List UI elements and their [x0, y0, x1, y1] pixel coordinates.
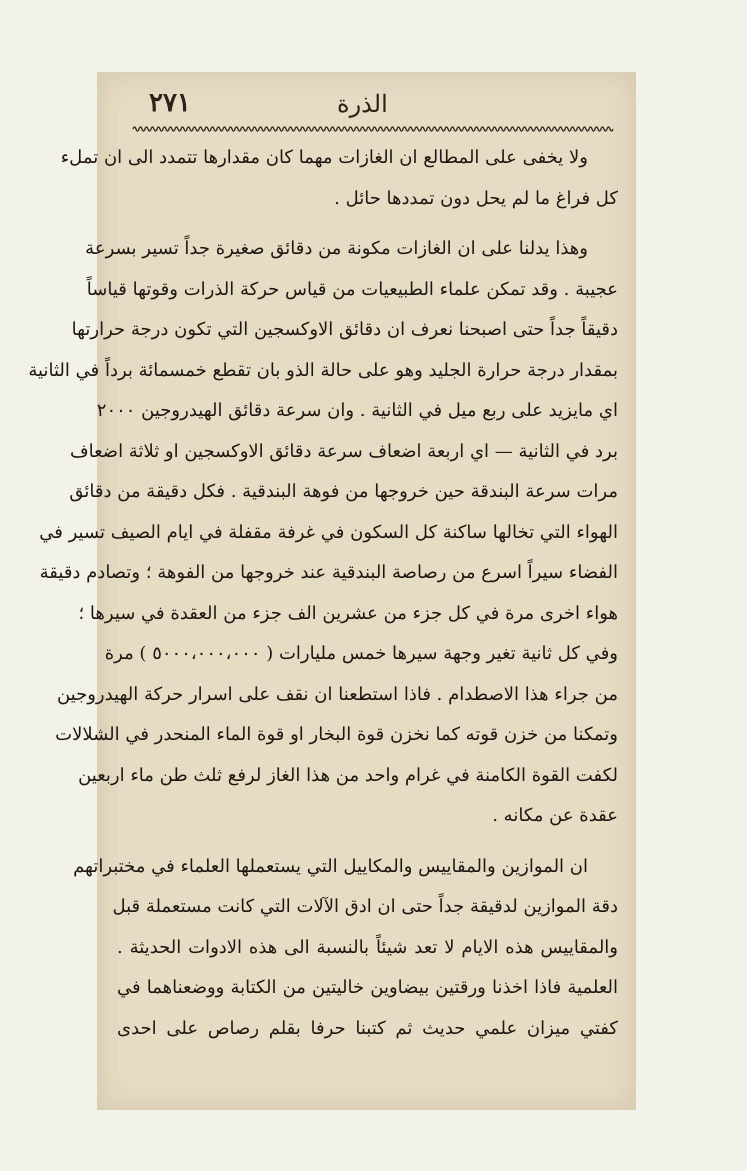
text-line: وفي كل ثانية تغير وجهة سيرها خمس مليارات ( ٥٠٠٠،٠٠٠،٠٠٠ ) مرة: [104, 643, 618, 664]
text-line: بمقدار درجة حرارة الجليد وهو على حالة الذو بان تقطع خمسمائة برداً في الثانية: [28, 359, 618, 381]
page-header: [97, 86, 636, 126]
text-line: هواء اخرى مرة في كل جزء من عشرين الف جزء من العقدة في سيرها ؛: [78, 602, 618, 624]
text-line: ان الموازين والمقاييس والمكاييل التي يستعملها العلماء في مختبراتهم: [73, 855, 588, 877]
text-line: والمقاييس هذه الايام لا تعد شيئاً بالنسبة الى هذه الادوات الحديثة .: [117, 936, 618, 958]
wavy-divider: [133, 124, 609, 134]
text-line: اي مايزيد على ربع ميل في الثانية . وان سرعة دقائق الهيدروجين ٢٠٠٠: [96, 400, 618, 421]
text-line: لكفت القوة الكامنة في غرام واحد من هذا الغاز لرفع ثلث طن ماء اربعين: [78, 764, 618, 786]
text-line: برد في الثانية — اي اربعة اضعاف سرعة دقائق الاوكسجين او ثلاثة اضعاف: [69, 440, 618, 462]
text-line: مرات سرعة البندقة حين خروجها من فوهة البندقية . فكل دقيقة من دقائق: [69, 481, 618, 502]
text-line: وتمكنا من خزن قوته كما نخزن قوة البخار او قوة الماء المنحدر في الشلالات: [55, 724, 618, 745]
scanned-book-page: [28, 72, 636, 1110]
running-title: الذرة: [337, 90, 388, 118]
body-text: [28, 138, 618, 1049]
page-number: ٢٧١: [149, 88, 191, 118]
paragraph: [73, 847, 618, 1050]
text-line: من جراء هذا الاصطدام . فاذا استطعنا ان نقف على اسرار حركة الهيدروجين: [56, 683, 618, 705]
text-line: دقة الموازين لدقيقة جداً حتى ان ادق الآلات التي كانت مستعملة قبل: [112, 896, 618, 917]
text-line: كل فراغ ما لم يحل دون تمددها حائل .: [334, 187, 618, 209]
text-line: العلمية فاذا اخذنا ورقتين بيضاوين خاليتين من الكتابة ووضعناهما في: [117, 977, 618, 998]
text-line: الفضاء سيراً اسرع من رصاصة البندقية عند خروجها من الفوهة ؛ وتصادم دقيقة: [39, 562, 618, 583]
text-line: عقدة عن مكانه .: [492, 805, 618, 826]
paragraph: [28, 229, 618, 837]
text-line: عجيبة . وقد تمكن علماء الطبيعيات من قياس حركة الذرات وقوتها قياساً: [86, 278, 618, 300]
text-line: ولا يخفى على المطالع ان الغازات مهما كان مقدارها تتمدد الى ان تملء: [60, 147, 588, 168]
text-line: كفتي ميزان علمي حديث ثم كتبنا حرفا بقلم رصاص على احدى: [117, 1017, 618, 1039]
text-line: وهذا يدلنا على ان الغازات مكونة من دقائق صغيرة جداً تسير بسرعة: [85, 238, 588, 259]
text-line: دقيقاً جداً حتى اصبحنا نعرف ان دقائق الاوكسجين التي تكون درجة حرارتها: [71, 319, 618, 340]
paragraph: [60, 138, 618, 219]
text-line: الهواء التي تخالها ساكنة كل السكون في غرفة مقفلة في ايام الصيف تسير في: [39, 521, 618, 543]
